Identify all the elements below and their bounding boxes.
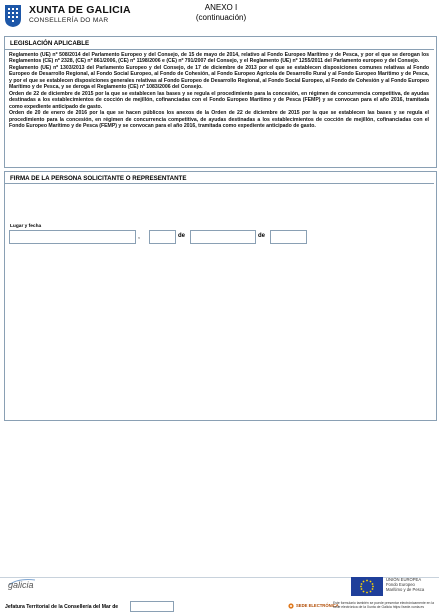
- annex-subtitle: (continuación): [195, 13, 247, 22]
- legislation-divider: [5, 49, 434, 50]
- comma-separator: ,: [138, 233, 140, 240]
- eu-flag-icon: [351, 577, 383, 596]
- legislation-text: Reglamento (UE) nº 508/2014 del Parlamento Europeo y del Consejo, de 15 de mayo de 2014, relativo al Fondo Europeo Marítimo y de Pesca, y por el que se derogan los Reglamentos (CE) nº 2328, (CE) nº 861/2006, (CE) nº 1198/2006 e (CE) nº 791/2007 del Consejo, y el Reglamento (UE) nº 1255/2011 del Parlamento europeo y del Consejo. Reglamento (UE) nº 1303/2013 del Parlamento Europeo y del Consejo, de 17 de diciembre de 2013 por el que se establecen disposiciones comunes relativas al Fondo Europeo de Desarrollo Regional, al Fondo Social Europeo, al Fondo de Cohesión, al Fondo Europeo Agrícola de Desarrollo Rural y al Fondo Europeo Marítimo y de Pesca, y por el que se establecen disposiciones generales relativas al Fondo Europeo de Desarrollo Regional, al Fondo Social Europeo, al Fondo de Cohesión y al Fondo Europeo Marítimo y de Pesca, y se deroga el Reglamento (CE) nº 1083/2006 del Consejo. Orden de 22 de diciembre de 2015 por la que se establecen las bases y se regula el procedimiento para la concesión, en régimen de concurrencia competitiva, de ayudas destinadas a los establecimientos de cocción de mejillón, cofinanciadas con el Fondo Europeo Marítimo y de Pesca (FEMP) y se convocan para el año 2016, tramitada como expediente anticipado de gasto. Orden de 20 de enero de 2016 por la que se hacen públicos los anexos de la Orden de 22 de diciembre de 2015 por la que se establecen las bases y se regula el procedimiento para la concesión, en régimen de concurrencia competitiva, de ayudas destinadas a los establecimientos de cocción de mejillón, cofinanciadas con el Fondo Europeo Marítimo y de Pesca (FEMP) y se convocan para el año 2016, tramitada como expediente anticipado de gasto.: [9, 52, 429, 129]
- signature-divider: [5, 183, 434, 184]
- de-label-1: de: [178, 233, 186, 239]
- eu-text-union: UNIÓN EUROPEA: [386, 577, 422, 582]
- legislation-heading: LEGISLACIÓN APLICABLE: [10, 40, 90, 47]
- day-input[interactable]: [149, 230, 176, 244]
- eu-text-maritime: Marítimo y de Pesca: [386, 587, 425, 592]
- xunta-shield-logo-icon: [4, 4, 22, 28]
- de-label-2: de: [258, 233, 266, 239]
- signature-section: [4, 171, 437, 421]
- brand-subtitle: CONSELLERÍA DO MAR: [29, 17, 109, 24]
- month-input[interactable]: [190, 230, 256, 244]
- signature-heading: FIRMA DE LA PERSONA SOLICITANTE O REPRESENTANTE: [10, 175, 187, 182]
- place-date-label: Lugar y fecha: [10, 224, 42, 229]
- galicia-logo-text: galicia: [8, 580, 34, 590]
- sede-note: Este formulario también se puede presentar electrónicamente en la sede electrónica de la Xunta de Galicia https://sede.xunta.es: [333, 601, 435, 609]
- place-input[interactable]: [9, 230, 136, 244]
- sede-label: SEDE ELECTRÓNICA: [296, 603, 339, 608]
- annex-title: ANEXO I: [204, 3, 238, 12]
- jefatura-label: Jefatura Territorial de la Consellería del Mar de: [5, 604, 119, 610]
- jefatura-input[interactable]: [130, 601, 174, 612]
- brand-title: XUNTA DE GALICIA: [29, 4, 131, 16]
- sede-gear-icon: [288, 603, 294, 609]
- eu-text-fund: Fondo Europeo: [386, 582, 415, 587]
- year-input[interactable]: [270, 230, 307, 244]
